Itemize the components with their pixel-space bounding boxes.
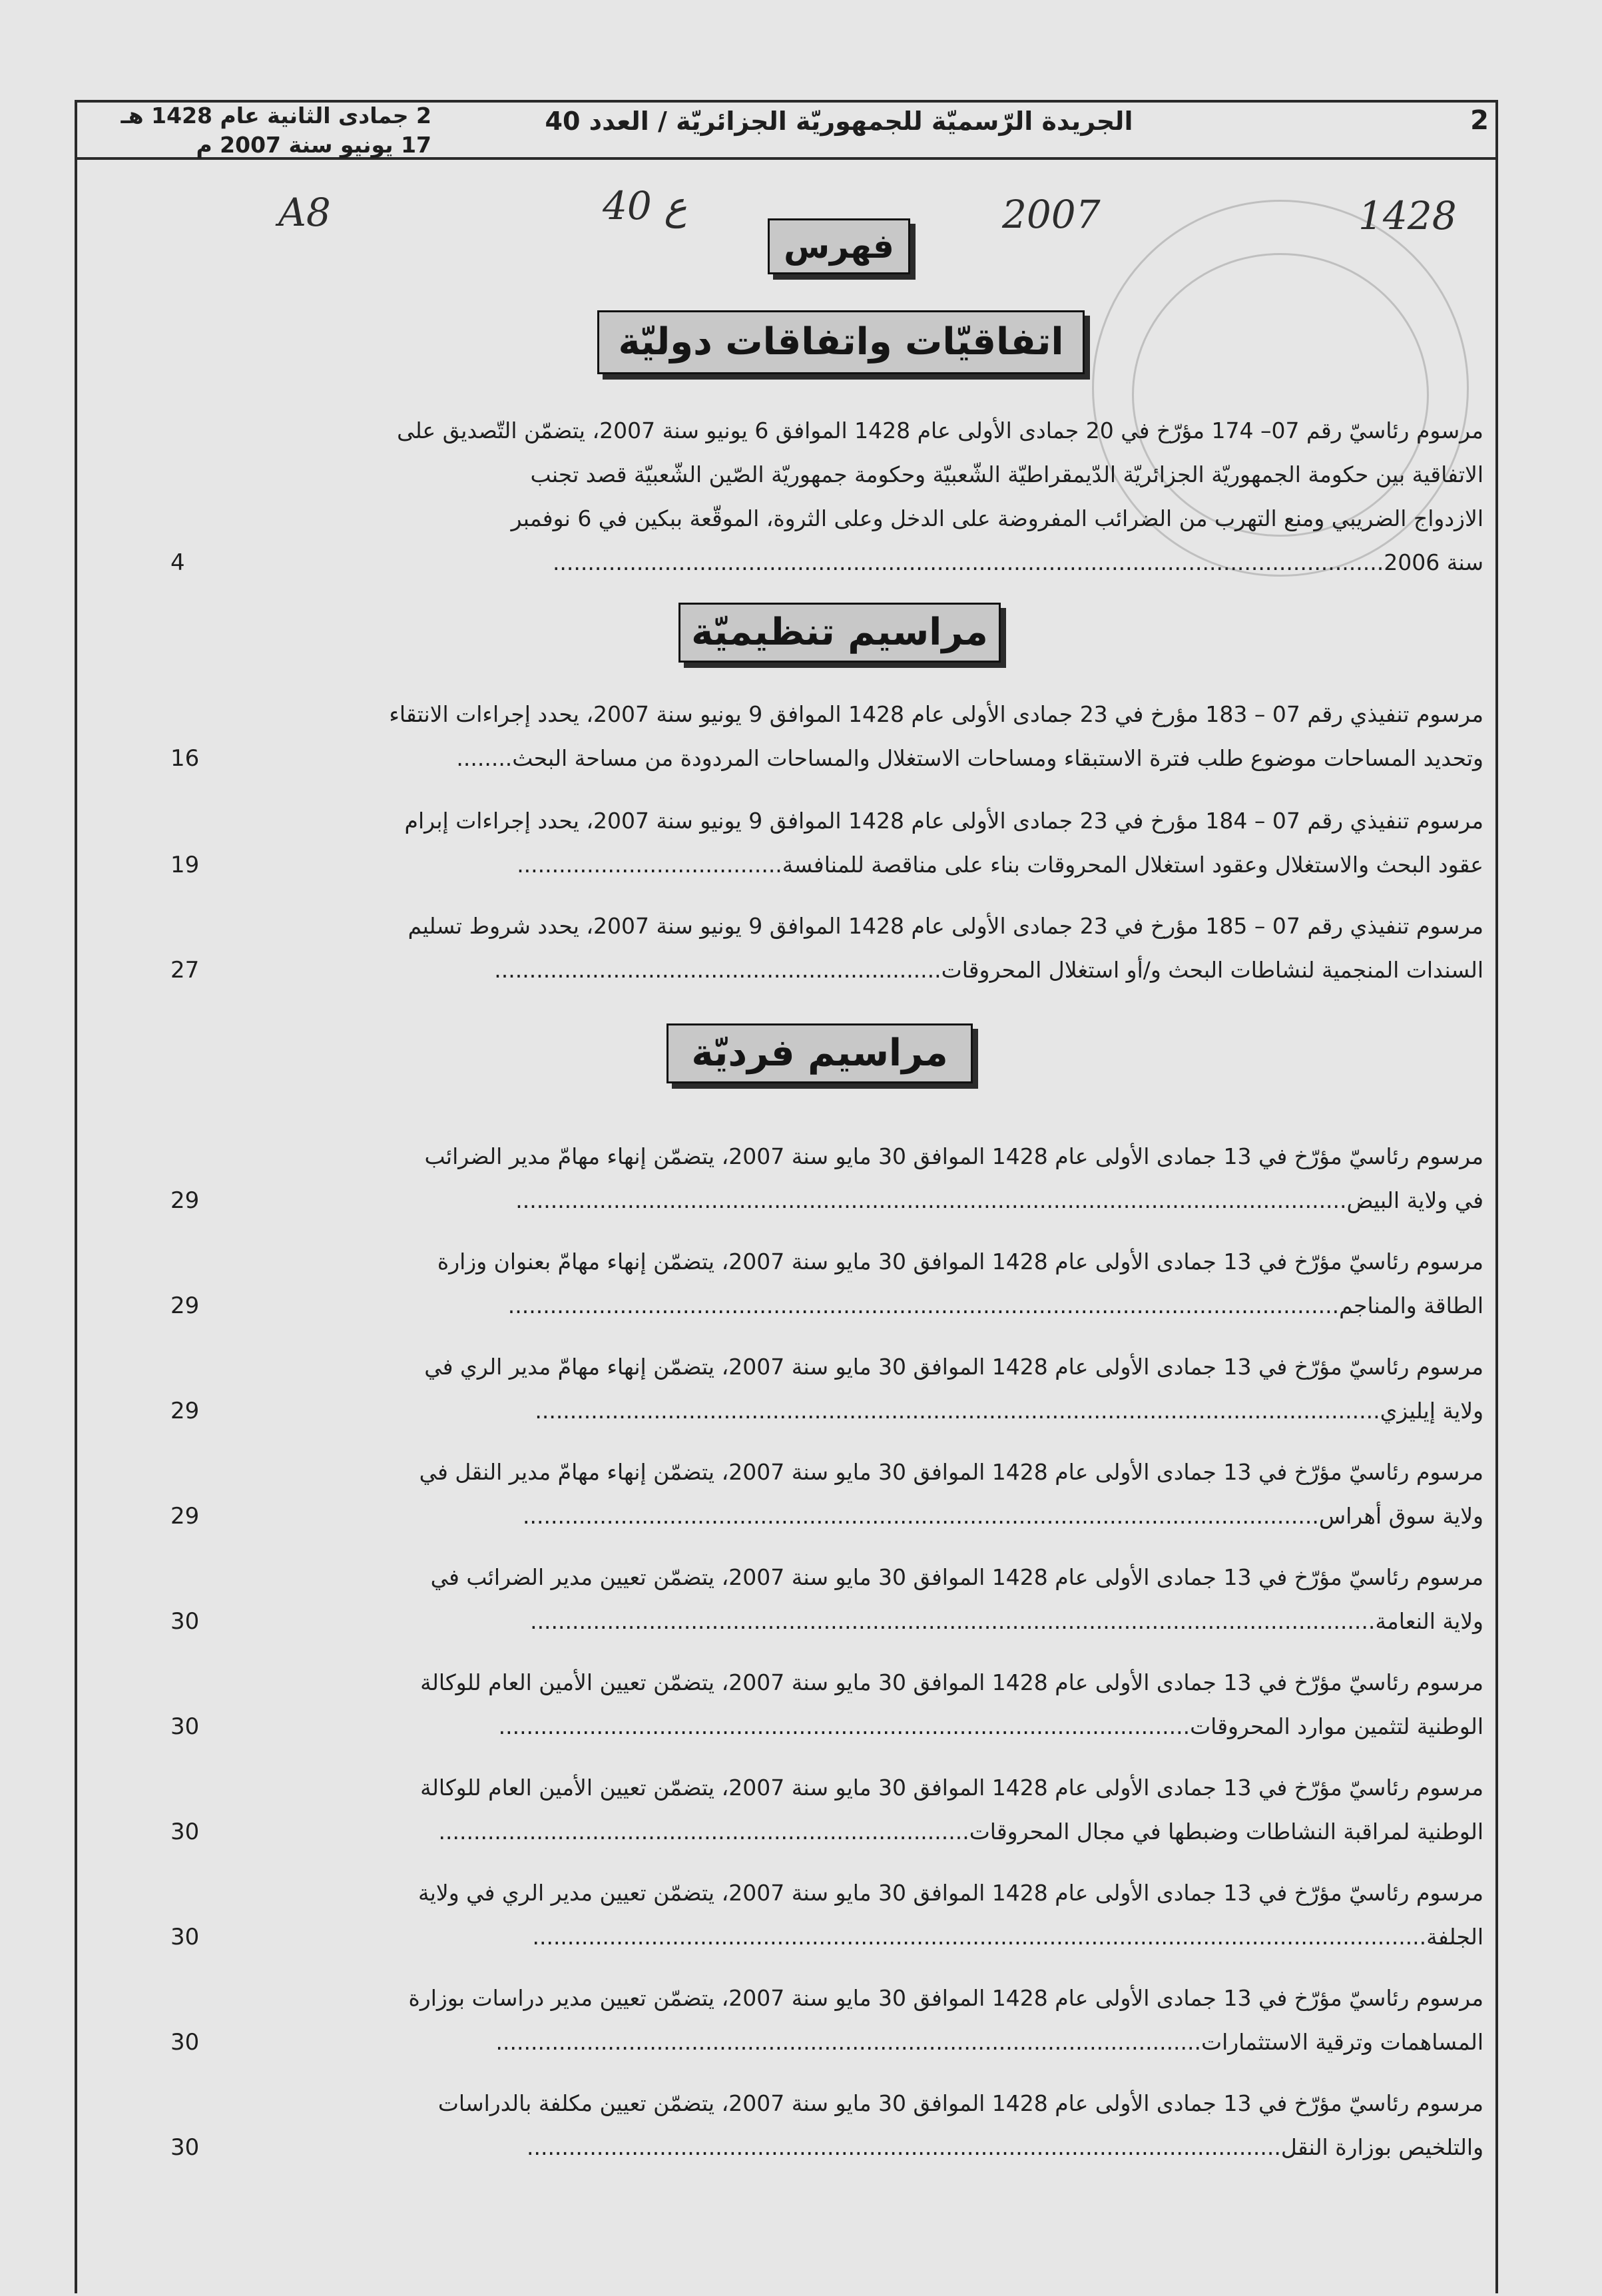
toc-entry[interactable] — [153, 1240, 1483, 1328]
toc-entry[interactable] — [153, 1976, 1483, 2064]
page-number: 2 — [1470, 105, 1489, 136]
entry-page-number: 30 — [170, 2029, 200, 2056]
entry-line: الازدواج الضريبي ومنع التهرب من الضرائب المفروضة على الدخل وعلى الثروة، الموقّعة ببكين في 6 نوفمبر — [511, 505, 1483, 531]
section-title-box — [597, 310, 1085, 374]
section-title-box — [667, 1023, 973, 1083]
handwritten-note: 1428 — [1358, 193, 1457, 238]
hijri-date: 2 جمادى الثانية عام 1428 هـ — [121, 103, 431, 129]
entry-page-number: 30 — [170, 1608, 200, 1635]
entry-page-number: 27 — [170, 957, 200, 984]
handwritten-note: 40 ع — [603, 183, 687, 228]
section-title-box — [678, 603, 1001, 663]
toc-entry[interactable] — [153, 799, 1483, 887]
toc-entry[interactable] — [153, 904, 1483, 992]
entry-line: مرسوم رئاسيّ مؤرّخ في 13 جمادى الأولى عام 1428 الموافق 30 مايو سنة 2007، يتضمّن تعيين مدير الري في ولاية — [418, 1880, 1483, 1906]
entry-page-number: 19 — [170, 852, 200, 878]
entry-page-number: 30 — [170, 2134, 200, 2161]
entry-line: مرسوم رئاسيّ مؤرّخ في 13 جمادى الأولى عام 1428 الموافق 30 مايو سنة 2007، يتضمّن إنهاء مهامّ مدير الري في — [424, 1354, 1483, 1380]
toc-entry[interactable] — [153, 693, 1483, 780]
issue-date — [85, 101, 431, 160]
entry-line: مرسوم تنفيذي رقم 07 – 183 مؤرخ في 23 جمادى الأولى عام 1428 الموافق 9 يونيو سنة 2007، يحدد إجراءات الانتقاء — [389, 701, 1483, 727]
entry-line: الوطنية لمراقبة النشاطات وضبطها في مجال المحروقات............................................................................ — [438, 1819, 1483, 1845]
handwritten-note: 2007 — [1002, 192, 1101, 237]
entry-page-number: 29 — [170, 1292, 200, 1319]
toc-title: فهرس — [784, 227, 894, 266]
entry-line: مرسوم رئاسيّ مؤرّخ في 13 جمادى الأولى عام 1428 الموافق 30 مايو سنة 2007، يتضمّن تعيين الأمين العام للوكالة — [420, 1775, 1483, 1801]
journal-title: الجريدة الرّسميّة للجمهوريّة الجزائريّة / العدد 40 — [545, 107, 1133, 136]
entry-page-number: 29 — [170, 1398, 200, 1424]
entry-line: عقود البحث والاستغلال وعقود استغلال المحروقات بناء على مناقصة للمنافسة...................................... — [517, 852, 1483, 878]
section-title: اتفاقيّات واتفاقات دوليّة — [618, 320, 1064, 364]
entry-page-number: 30 — [170, 1819, 200, 1845]
entry-line: وتحديد المساحات موضوع طلب فترة الاستبقاء ومساحات الاستغلال والمساحات المردودة من مساحة البحث........ — [456, 745, 1483, 771]
entry-line: الوطنية لتثمين موارد المحروقات................................................................................................... — [498, 1713, 1483, 1739]
toc-entry[interactable] — [153, 1135, 1483, 1223]
entry-page-number: 29 — [170, 1503, 200, 1530]
entry-page-number: 30 — [170, 1924, 200, 1950]
entry-line: سنة 2006....................................................................................................................... — [552, 549, 1483, 575]
entry-line: مرسوم رئاسيّ رقم 07– 174 مؤرّخ في 20 جمادى الأولى عام 1428 الموافق 6 يونيو سنة 2007، يتضمّن التّصديق على — [397, 418, 1483, 443]
entry-line: مرسوم تنفيذي رقم 07 – 185 مؤرخ في 23 جمادى الأولى عام 1428 الموافق 9 يونيو سنة 2007، يحدد شروط تسليم — [407, 913, 1483, 939]
entry-line: مرسوم رئاسيّ مؤرّخ في 13 جمادى الأولى عام 1428 الموافق 30 مايو سنة 2007، يتضمّن تعيين الأمين العام للوكالة — [420, 1669, 1483, 1695]
entry-page-number: 29 — [170, 1187, 200, 1214]
entry-line: في ولاية البيض....................................................................................................................... — [515, 1187, 1483, 1213]
entry-page-number: 4 — [170, 549, 185, 576]
gregorian-date: 17 يونيو سنة 2007 م — [196, 132, 431, 158]
toc-entry[interactable] — [153, 1766, 1483, 1854]
toc-entry[interactable] — [153, 1661, 1483, 1749]
toc-entry[interactable] — [153, 1556, 1483, 1643]
entry-line: مرسوم رئاسيّ مؤرّخ في 13 جمادى الأولى عام 1428 الموافق 30 مايو سنة 2007، يتضمّن تعيين مدير الضرائب في — [430, 1564, 1483, 1590]
entry-line: الجلفة................................................................................................................................ — [532, 1924, 1483, 1950]
section-title: مراسيم فرديّة — [691, 1031, 948, 1075]
toc-title-box — [768, 218, 910, 274]
toc-entry[interactable] — [153, 1345, 1483, 1433]
entry-line: ولاية النعامة......................................................................................................................... — [530, 1608, 1483, 1634]
entry-line: ولاية إيليزي......................................................................................................................... — [535, 1398, 1483, 1424]
toc-entry[interactable] — [153, 2082, 1483, 2169]
entry-line: مرسوم رئاسيّ مؤرّخ في 13 جمادى الأولى عام 1428 الموافق 30 مايو سنة 2007، يتضمّن إنهاء مهامّ مدير الضرائب — [424, 1143, 1483, 1169]
toc-entry[interactable] — [153, 1871, 1483, 1959]
entry-line: المساهمات وترقية الاستثمارات..................................................................................................... — [495, 2029, 1483, 2055]
entry-line: ولاية سوق أهراس.................................................................................................................. — [523, 1503, 1483, 1529]
entry-line: السندات المنجمية لنشاطات البحث و/أو استغلال المحروقات................................................................ — [494, 957, 1483, 983]
entry-line: مرسوم رئاسيّ مؤرّخ في 13 جمادى الأولى عام 1428 الموافق 30 مايو سنة 2007، يتضمّن إنهاء مهامّ بعنوان وزارة — [437, 1249, 1483, 1275]
toc-entry[interactable] — [153, 409, 1483, 585]
entry-page-number: 30 — [170, 1713, 200, 1740]
entry-line: مرسوم رئاسيّ مؤرّخ في 13 جمادى الأولى عام 1428 الموافق 30 مايو سنة 2007، يتضمّن تعيين مكلفة بالدراسات — [437, 2090, 1483, 2116]
entry-line: والتلخيص بوزارة النقل............................................................................................................ — [526, 2134, 1483, 2160]
entry-line: مرسوم رئاسيّ مؤرّخ في 13 جمادى الأولى عام 1428 الموافق 30 مايو سنة 2007، يتضمّن تعيين مدير دراسات بوزارة — [408, 1985, 1483, 2011]
entry-page-number: 16 — [170, 745, 200, 772]
entry-line: مرسوم تنفيذي رقم 07 – 184 مؤرخ في 23 جمادى الأولى عام 1428 الموافق 9 يونيو سنة 2007، يحدد إجراءات إبرام — [404, 808, 1483, 834]
section-title: مراسيم تنظيميّة — [691, 611, 988, 654]
toc-entry[interactable] — [153, 1450, 1483, 1538]
entry-line: الاتفاقية بين حكومة الجمهوريّة الجزائريّة الدّيمقراطيّة الشّعبيّة وحكومة جمهوريّة الصّين الشّعبيّة قصد تجنب — [530, 461, 1483, 487]
entry-line: مرسوم رئاسيّ مؤرّخ في 13 جمادى الأولى عام 1428 الموافق 30 مايو سنة 2007، يتضمّن إنهاء مهامّ مدير النقل في — [419, 1459, 1483, 1485]
handwritten-note: A8 — [278, 190, 331, 235]
entry-line: الطاقة والمناجم....................................................................................................................... — [507, 1292, 1483, 1318]
